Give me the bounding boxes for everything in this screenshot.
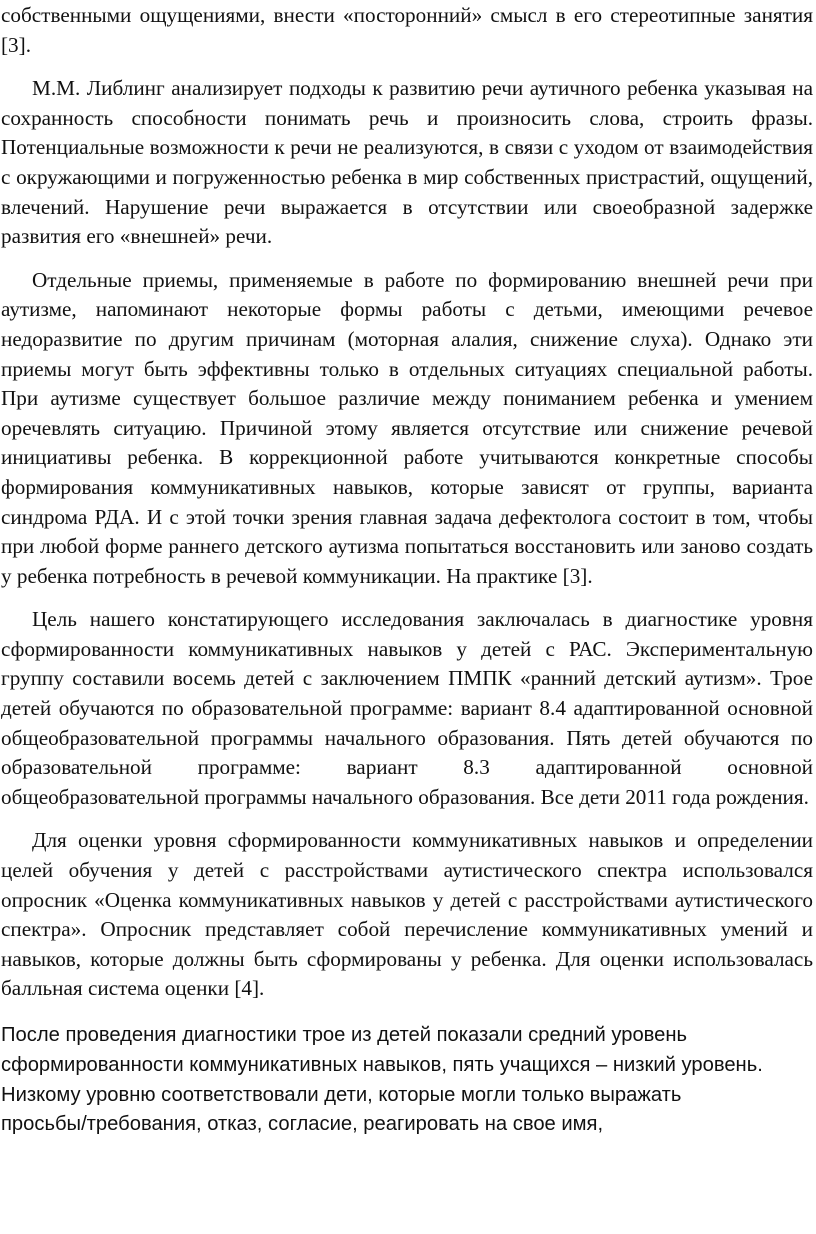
paragraph-results: После проведения диагностики трое из детей показали средний уровень сформированности коммуникативных навыков, пять учащихся – низкий уровень. Низкому уровню соответствовали дети, которые могли только выражать просьбы/требования, отказ, согласие, реагировать на свое имя, (1, 1024, 763, 1136)
paragraph-libling: М.М. Либлинг анализирует подходы к развитию речи аутичного ребенка указывая на сохранность способности понимать речь и произносить слова, строить фразы. Потенциальные возможности к речи не реализуются, в связи с уходом от взаимодействия с окружающими и погруженностью ребенка в мир собственных пристрастий, ощущений, влечений. Нарушение речи выражается в отсутствии или своеобразной задержке развития его «внешней» речи. (1, 76, 813, 249)
paragraph-continuation: собственными ощущениями, внести «посторонний» смысл в его стереотипные занятия [3]. (1, 3, 813, 57)
paragraph-assessment: Для оценки уровня сформированности коммуникативных навыков и определении целей обучения у детей с расстройствами аутистического спектра использовался опросник «Оценка коммуникативных навыков у детей с расстройствами аутистического спектра». Опросник представляет собой перечисление коммуникативных умений и навыков, которые должны быть сформированы у ребенка. Для оценки использовалась балльная система оценки [4]. (1, 828, 813, 1001)
paragraph-methods: Отдельные приемы, применяемые в работе по формированию внешней речи при аутизме, напоминают некоторые формы работы с детьми, имеющими речевое недоразвитие по другим причинам (моторная алалия, снижение слуха). Однако эти приемы могут быть эффективны только в отдельных ситуациях специальной работы. При аутизме существует большое различие между пониманием ребенка и умением оречевлять ситуацию. Причиной этому является отсутствие или снижение речевой инициативы ребенка. В коррекционной работе учитываются конкретные способы формирования коммуникативных навыков, которые зависят от группы, варианта синдрома РДА. И с этой точки зрения главная задача дефектолога состоит в том, чтобы при любой форме раннего детского аутизма попытаться восстановить или заново создать у ребенка потребность в речевой коммуникации. На практике [3]. (1, 267, 813, 588)
paragraph-research-goal: Цель нашего констатирующего исследования заключалась в диагностике уровня сформированности коммуникативных навыков у детей с РАС. Экспериментальную группу составили восемь детей с заключением ПМПК «ранний детский аутизм». Трое детей обучаются по образовательной программе: вариант 8.4 адаптированной основной общеобразовательной программы начального образования. Пять детей обучаются по образовательной программе: вариант 8.3 адаптированной основной общеобразовательной программы начального образования. Все дети 2011 года рождения. (1, 607, 813, 809)
